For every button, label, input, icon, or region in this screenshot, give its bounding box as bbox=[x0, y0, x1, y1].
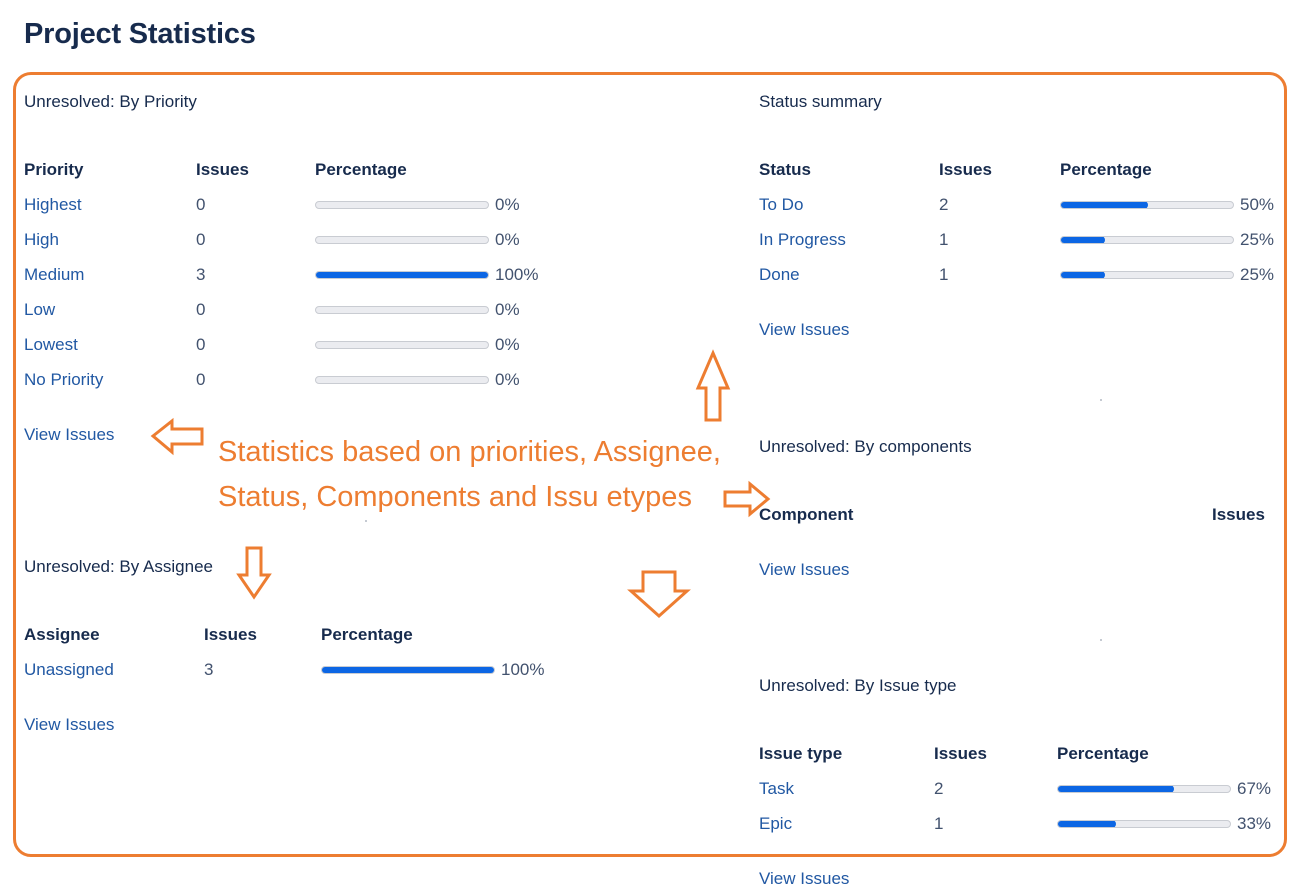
row-label-link[interactable]: Done bbox=[759, 265, 800, 284]
row-label-link[interactable]: To Do bbox=[759, 195, 804, 214]
issue-type-section-title: Unresolved: By Issue type bbox=[759, 676, 957, 695]
percentage-bar bbox=[1057, 785, 1231, 793]
table-row bbox=[759, 779, 1315, 801]
row-label-link[interactable]: Task bbox=[759, 779, 794, 798]
percentage-bar-fill bbox=[1060, 201, 1148, 209]
row-label-link[interactable]: High bbox=[24, 230, 59, 249]
row-label-link[interactable]: Lowest bbox=[24, 335, 78, 354]
percentage-label: 25% bbox=[1240, 230, 1275, 249]
row-issue-count: 0 bbox=[196, 230, 206, 249]
issue-type-section bbox=[759, 676, 1279, 888]
table-row bbox=[24, 300, 584, 322]
assignee-header-percentage: Percentage bbox=[321, 625, 413, 644]
table-row bbox=[759, 814, 1315, 836]
percentage-label: 0% bbox=[495, 230, 520, 249]
percentage-bar bbox=[1060, 201, 1234, 209]
row-issue-count: 3 bbox=[196, 265, 206, 284]
page-title: Project Statistics bbox=[24, 18, 256, 50]
percentage-bar-fill bbox=[1057, 785, 1174, 793]
issue-type-header-issues: Issues bbox=[934, 744, 987, 763]
issue-type-header-type: Issue type bbox=[759, 744, 843, 763]
components-section bbox=[759, 437, 1279, 587]
arrow-left-icon bbox=[150, 418, 210, 458]
assignee-header-assignee: Assignee bbox=[24, 625, 100, 644]
status-header-issues: Issues bbox=[939, 160, 992, 179]
divider-dot bbox=[1100, 399, 1102, 401]
row-label-link[interactable]: No Priority bbox=[24, 370, 104, 389]
priority-view-issues-link[interactable]: View Issues bbox=[24, 425, 115, 444]
components-header-issues: Issues bbox=[1212, 505, 1265, 524]
row-label-link[interactable]: Unassigned bbox=[24, 660, 114, 679]
status-view-issues-link[interactable]: View Issues bbox=[759, 320, 850, 339]
row-issue-count: 1 bbox=[934, 814, 944, 833]
assignee-section bbox=[24, 557, 584, 747]
status-header-status: Status bbox=[759, 160, 811, 179]
percentage-bar bbox=[1060, 271, 1234, 279]
row-label-link[interactable]: Medium bbox=[24, 265, 85, 284]
percentage-label: 67% bbox=[1237, 779, 1272, 798]
row-issue-count: 2 bbox=[934, 779, 944, 798]
row-issue-count: 1 bbox=[939, 230, 949, 249]
percentage-bar bbox=[321, 666, 495, 674]
row-issue-count: 3 bbox=[204, 660, 214, 679]
table-row bbox=[759, 195, 1315, 217]
percentage-bar-fill bbox=[315, 271, 489, 279]
row-label-link[interactable]: Low bbox=[24, 300, 56, 319]
components-section-title: Unresolved: By components bbox=[759, 437, 972, 456]
table-row bbox=[24, 195, 584, 217]
table-row bbox=[24, 660, 584, 682]
row-issue-count: 2 bbox=[939, 195, 949, 214]
percentage-bar bbox=[315, 236, 489, 244]
arrow-down-small-icon bbox=[234, 545, 274, 603]
status-header-percentage: Percentage bbox=[1060, 160, 1152, 179]
issue-type-view-issues-link[interactable]: View Issues bbox=[759, 869, 850, 888]
percentage-label: 0% bbox=[495, 370, 520, 389]
percentage-label: 100% bbox=[501, 660, 545, 679]
table-row bbox=[24, 370, 584, 392]
percentage-label: 50% bbox=[1240, 195, 1275, 214]
arrow-right-icon bbox=[722, 480, 774, 520]
percentage-bar-fill bbox=[1057, 820, 1116, 828]
status-section-title: Status summary bbox=[759, 92, 882, 111]
percentage-label: 33% bbox=[1237, 814, 1272, 833]
divider-dot bbox=[1100, 639, 1102, 641]
percentage-label: 0% bbox=[495, 300, 520, 319]
percentage-bar bbox=[315, 341, 489, 349]
divider-dot bbox=[365, 520, 367, 522]
percentage-label: 0% bbox=[495, 195, 520, 214]
status-section bbox=[759, 92, 1279, 352]
row-issue-count: 1 bbox=[939, 265, 949, 284]
row-label-link[interactable]: Epic bbox=[759, 814, 793, 833]
row-issue-count: 0 bbox=[196, 195, 206, 214]
percentage-bar bbox=[315, 306, 489, 314]
annotation-line-1: Statistics based on priorities, Assignee, bbox=[218, 436, 721, 468]
percentage-label: 25% bbox=[1240, 265, 1275, 284]
row-issue-count: 0 bbox=[196, 335, 206, 354]
assignee-header-issues: Issues bbox=[204, 625, 257, 644]
percentage-bar bbox=[315, 376, 489, 384]
components-header-component: Component bbox=[759, 505, 854, 524]
priority-section-title: Unresolved: By Priority bbox=[24, 92, 197, 111]
percentage-bar bbox=[1057, 820, 1231, 828]
percentage-bar-fill bbox=[1060, 271, 1105, 279]
percentage-label: 100% bbox=[495, 265, 539, 284]
row-issue-count: 0 bbox=[196, 370, 206, 389]
percentage-bar-fill bbox=[321, 666, 495, 674]
priority-header-issues: Issues bbox=[196, 160, 249, 179]
table-row bbox=[24, 335, 584, 357]
priority-header-percentage: Percentage bbox=[315, 160, 407, 179]
arrow-up-icon bbox=[693, 350, 733, 426]
table-row bbox=[759, 265, 1315, 287]
row-label-link[interactable]: In Progress bbox=[759, 230, 846, 249]
priority-section bbox=[24, 92, 584, 452]
issue-type-header-percentage: Percentage bbox=[1057, 744, 1149, 763]
assignee-section-title: Unresolved: By Assignee bbox=[24, 557, 213, 576]
percentage-bar bbox=[315, 271, 489, 279]
table-row bbox=[24, 230, 584, 252]
priority-header-priority: Priority bbox=[24, 160, 84, 179]
components-view-issues-link[interactable]: View Issues bbox=[759, 560, 850, 579]
annotation-line-2: Status, Components and Issu etypes bbox=[218, 481, 692, 513]
percentage-label: 0% bbox=[495, 335, 520, 354]
percentage-bar bbox=[315, 201, 489, 209]
row-label-link[interactable]: Highest bbox=[24, 195, 82, 214]
annotation-text bbox=[218, 430, 721, 520]
percentage-bar bbox=[1060, 236, 1234, 244]
row-issue-count: 0 bbox=[196, 300, 206, 319]
assignee-view-issues-link[interactable]: View Issues bbox=[24, 715, 115, 734]
arrow-down-large-icon bbox=[625, 569, 693, 621]
table-row bbox=[759, 230, 1315, 252]
percentage-bar-fill bbox=[1060, 236, 1105, 244]
table-row bbox=[24, 265, 584, 287]
